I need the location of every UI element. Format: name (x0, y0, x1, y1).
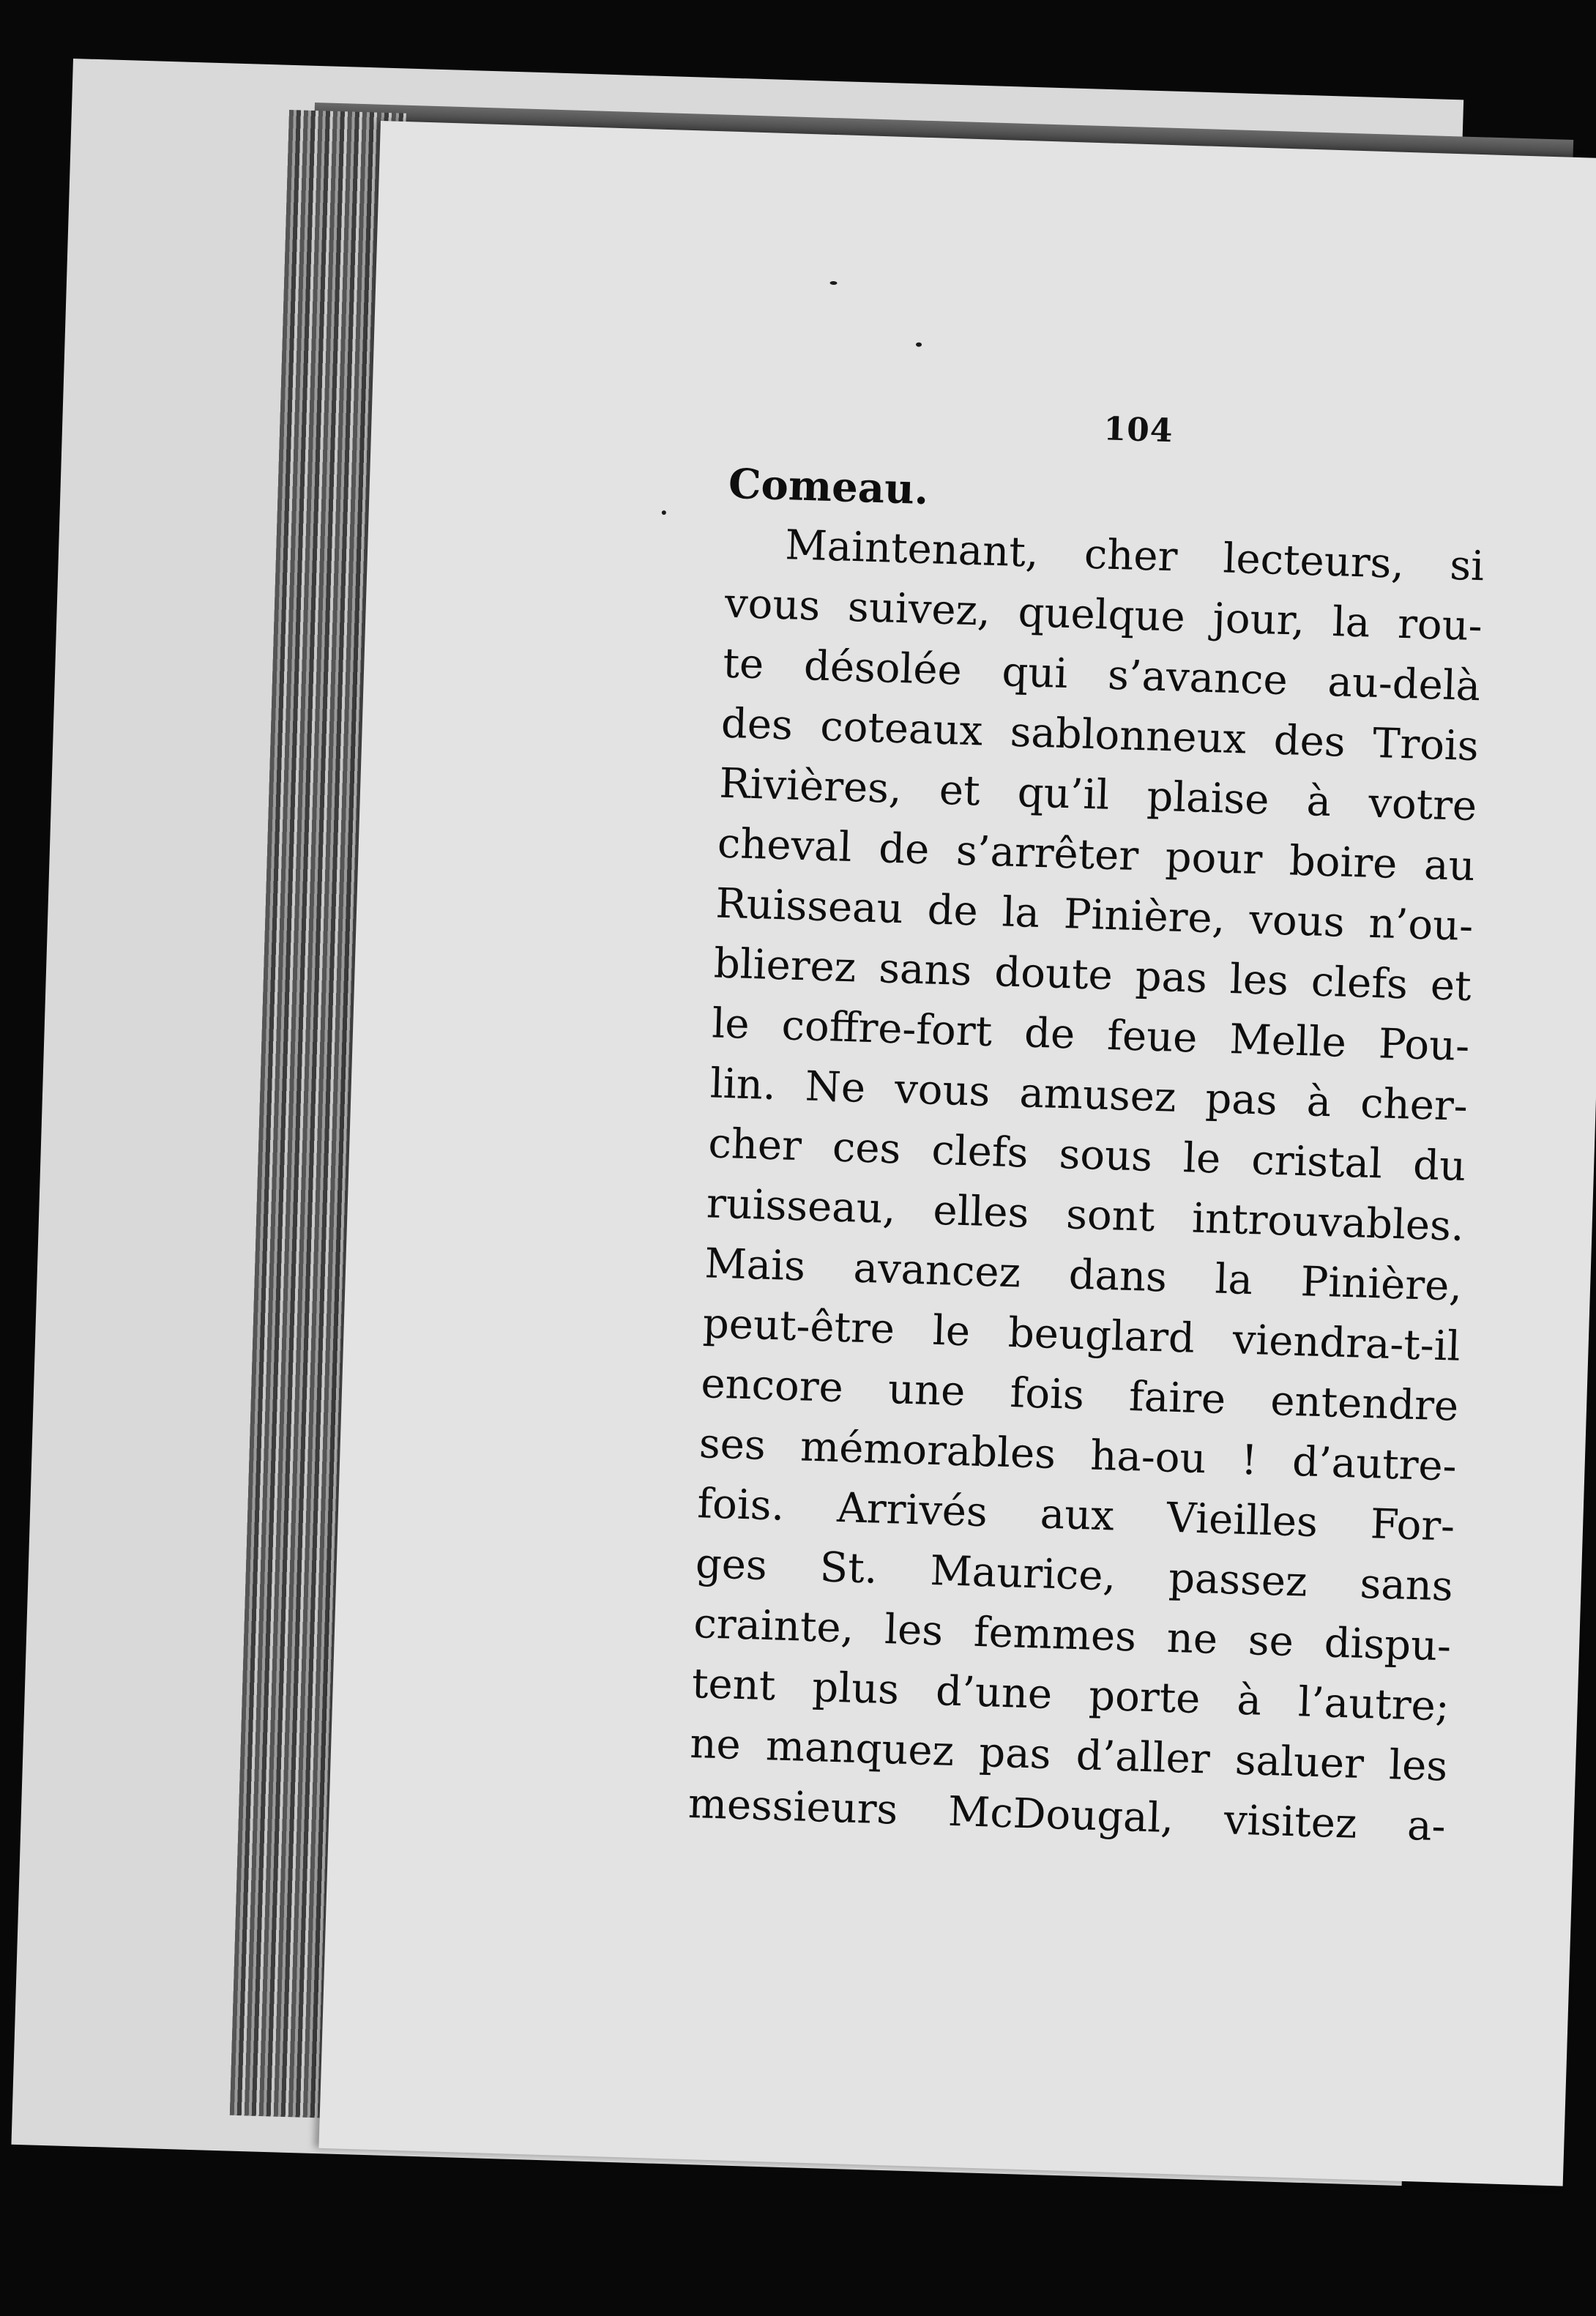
text-line: peut-être le beuglard viendra-t-il (702, 1300, 1461, 1371)
text-line: Ruisseau de la Pinière, vous n’ou- (715, 879, 1474, 951)
text-line: cheval de s’arrêter pour boire au (717, 819, 1476, 891)
text-line: vous suivez, quelque jour, la rou- (724, 579, 1483, 651)
text-line: Rivières, et qu’il plaise à votre (718, 759, 1478, 831)
scan-speck (916, 342, 922, 346)
text-line: Maintenant, cher lecteurs, si (784, 521, 1485, 591)
page-number: 104 (1103, 410, 1174, 450)
scan-speck (829, 281, 837, 285)
text-line: le coffre-fort de feue Melle Pou- (711, 999, 1471, 1071)
text-line: Mais avancez dans la Pinière, (704, 1240, 1463, 1311)
text-line: lin. Ne vous amusez pas à cher- (709, 1060, 1469, 1131)
text-line: tent plus d’une porte à l’autre; (691, 1659, 1450, 1731)
text-line: cher ces clefs sous le cristal du (707, 1120, 1467, 1191)
text-line: ses mémorables ha-ou ! d’autre- (698, 1420, 1458, 1491)
text-line: te désolée qui s’avance au-delà (722, 639, 1482, 711)
text-line: ges St. Maurice, passez sans (695, 1540, 1454, 1611)
text-line: messieurs McDougal, visitez a- (687, 1779, 1447, 1851)
text-line: encore une fois faire entendre (700, 1360, 1460, 1431)
scan-speck (662, 510, 666, 515)
body-text (687, 454, 1487, 1858)
text-line: fois. Arrivés aux Vieilles For- (696, 1480, 1456, 1551)
text-line: des coteaux sablonneux des Trois (720, 699, 1480, 771)
text-line: Comeau. (728, 459, 930, 515)
text-line: crainte, les femmes ne se dispu- (693, 1600, 1453, 1671)
text-line: ruisseau, elles sont introuvables. (706, 1180, 1465, 1251)
text-line: blierez sans doute pas les clefs et (713, 939, 1472, 1011)
text-line: ne manquez pas d’aller saluer les (689, 1719, 1449, 1791)
book-page (318, 121, 1596, 2186)
